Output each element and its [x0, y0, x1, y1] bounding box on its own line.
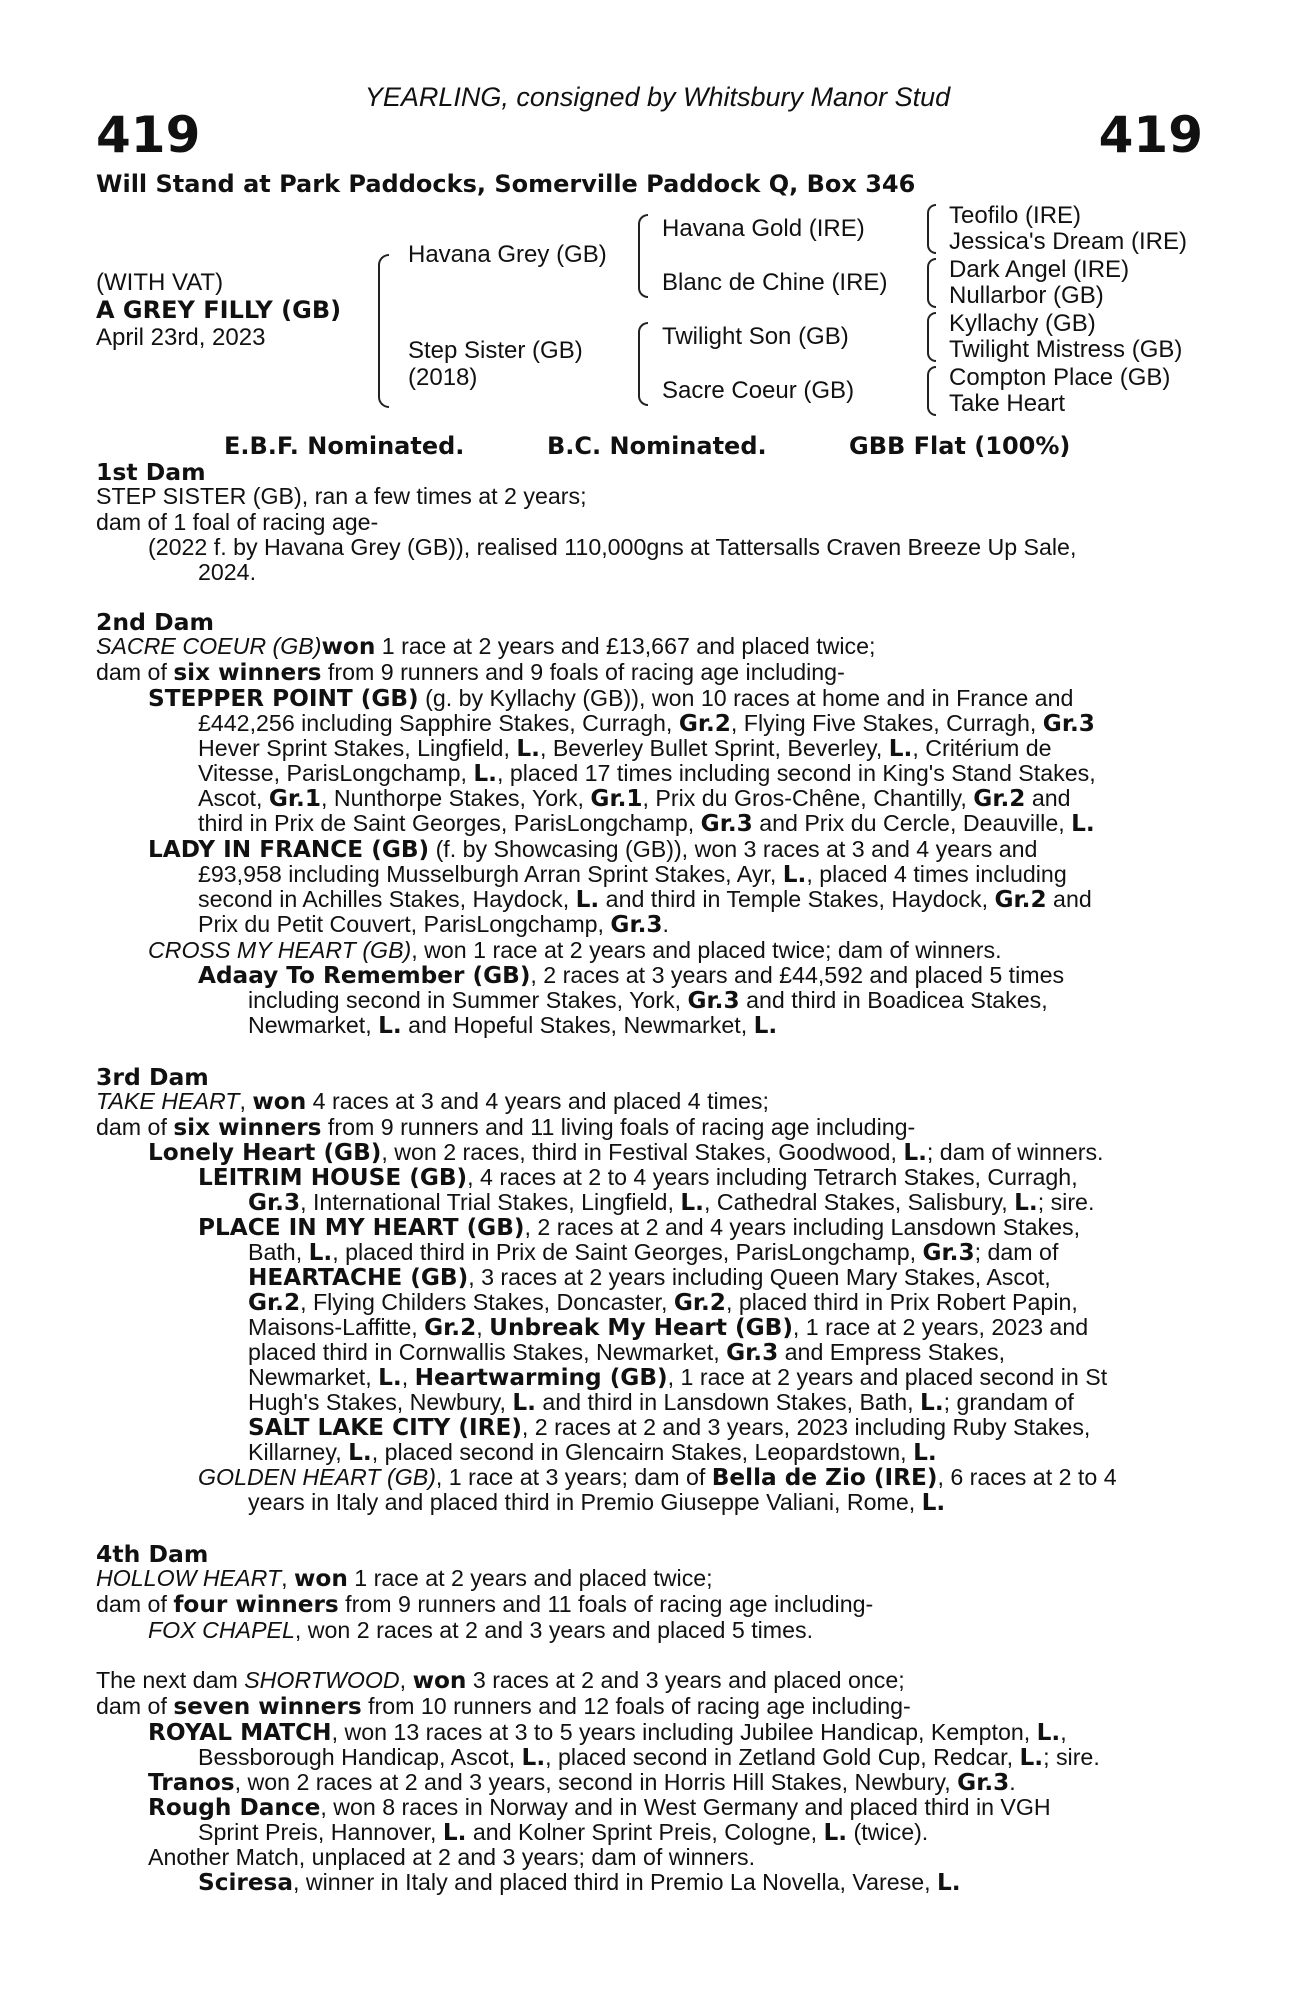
sire-brace [638, 214, 648, 298]
produce-entry: Adaay To Remember (GB), 2 races at 3 years and £44,592 and placed 5 times [198, 962, 1065, 989]
produce-entry: Bessborough Handicap, Ascot, L., placed second in Zetland Gold Cup, Redcar, L.; sire. [198, 1744, 1100, 1771]
dam-brace [638, 322, 648, 406]
produce-entry: Lonely Heart (GB), won 2 races, third in Festival Stakes, Goodwood, L.; dam of winners. [148, 1139, 1104, 1166]
stand-location: Will Stand at Park Paddocks, Somerville Paddock Q, Box 346 [96, 170, 916, 198]
g8: Take Heart [949, 390, 1066, 417]
produce-entry: Killarney, L., placed second in Glencairn Stakes, Leopardstown, L. [248, 1439, 937, 1466]
produce-entry: Sciresa, winner in Italy and placed third in Premio La Novella, Varese, L. [198, 1869, 961, 1896]
g6: Twilight Mistress (GB) [949, 336, 1183, 363]
pedigree-brace [378, 254, 389, 408]
fourth-dam-line: HOLLOW HEART, won 1 race at 2 years and placed twice; [96, 1565, 713, 1592]
g1: Teofilo (IRE) [949, 202, 1082, 229]
produce-entry: GOLDEN HEART (GB), 1 race at 3 years; dam of Bella de Zio (IRE), 6 races at 2 to 4 [198, 1464, 1117, 1491]
g-brace-3 [927, 312, 936, 362]
produce-entry: CROSS MY HEART (GB), won 1 race at 2 years and placed twice; dam of winners. [148, 937, 1002, 963]
g7: Compton Place (GB) [949, 364, 1171, 391]
produce-entry: years in Italy and placed third in Premio Giuseppe Valiani, Rome, L. [248, 1489, 946, 1516]
dam: Step Sister (GB) [408, 337, 583, 364]
dam-sire: Twilight Son (GB) [662, 323, 849, 350]
produce-entry: Prix du Petit Couvert, ParisLongchamp, Gr.3. [198, 911, 669, 938]
catalogue-subtitle: YEARLING, consigned by Whitsbury Manor Stud [364, 82, 951, 112]
fourth-dam-line: dam of four winners from 9 runners and 11 foals of racing age including- [96, 1591, 874, 1618]
first-dam-line: dam of 1 foal of racing age- [96, 509, 379, 535]
produce-entry: Another Match, unplaced at 2 and 3 years; dam of winners. [148, 1844, 756, 1870]
produce-entry: SALT LAKE CITY (IRE), 2 races at 2 and 3 years, 2023 including Ruby Stakes, [248, 1414, 1091, 1441]
g-brace-2 [927, 258, 936, 308]
second-dam-line: dam of six winners from 9 runners and 9 foals of racing age including- [96, 659, 845, 686]
first-dam-line: STEP SISTER (GB), ran a few times at 2 years; [96, 483, 587, 509]
produce-entry: including second in Summer Stakes, York, Gr.3 and third in Boadicea Stakes, [248, 987, 1048, 1014]
g-brace-1 [927, 204, 936, 254]
produce-entry: second in Achilles Stakes, Haydock, L. and third in Temple Stakes, Haydock, Gr.2 and [198, 886, 1092, 913]
produce-entry: Maisons-Laffitte, Gr.2, Unbreak My Heart (GB), 1 race at 2 years, 2023 and [248, 1314, 1089, 1341]
lot-number-left: 419 [96, 106, 201, 164]
produce-entry: Ascot, Gr.1, Nunthorpe Stakes, York, Gr.1, Prix du Gros-Chêne, Chantilly, Gr.2 and [198, 785, 1071, 812]
produce-entry: £442,256 including Sapphire Stakes, Curragh, Gr.2, Flying Five Stakes, Curragh, Gr.3 [198, 710, 1095, 737]
produce-entry: Newmarket, L., Heartwarming (GB), 1 race at 2 years and placed second in St [248, 1364, 1108, 1391]
produce-entry: STEPPER POINT (GB) (g. by Kyllachy (GB)), won 10 races at home and in France and [148, 685, 1074, 712]
fourth-dam-heading: 4th Dam [96, 1540, 209, 1568]
produce-entry: Hugh's Stakes, Newbury, L. and third in Lansdown Stakes, Bath, L.; grandam of [248, 1389, 1074, 1416]
bc-nomination: B.C. Nominated. [547, 432, 767, 460]
second-dam-heading: 2nd Dam [96, 608, 214, 636]
next-dam-line: The next dam SHORTWOOD, won 3 races at 2 and 3 years and placed once; [96, 1667, 905, 1694]
produce-entry: Rough Dance, won 8 races in Norway and in West Germany and placed third in VGH [148, 1794, 1051, 1821]
produce-entry: Hever Sprint Stakes, Lingfield, L., Beverley Bullet Sprint, Beverley, L., Critérium de [198, 735, 1052, 762]
produce-entry: FOX CHAPEL, won 2 races at 2 and 3 years and placed 5 times. [148, 1617, 814, 1643]
produce-entry: LADY IN FRANCE (GB) (f. by Showcasing (GB)), won 3 races at 3 and 4 years and [148, 836, 1038, 863]
produce-entry: placed third in Cornwallis Stakes, Newmarket, Gr.3 and Empress Stakes, [248, 1339, 1006, 1366]
third-dam-line: dam of six winners from 9 runners and 11 living foals of racing age including- [96, 1114, 916, 1141]
produce-entry: Gr.3, International Trial Stakes, Lingfield, L., Cathedral Stakes, Salisbury, L.; sire. [248, 1189, 1095, 1216]
produce-entry: ROYAL MATCH, won 13 races at 3 to 5 years including Jubilee Handicap, Kempton, L., [148, 1719, 1067, 1746]
produce-entry: Bath, L., placed third in Prix de Saint Georges, ParisLongchamp, Gr.3; dam of [248, 1239, 1059, 1266]
produce-entry: Tranos, won 2 races at 2 and 3 years, second in Horris Hill Stakes, Newbury, Gr.3. [148, 1769, 1016, 1796]
next-dam-line: dam of seven winners from 10 runners and 12 foals of racing age including- [96, 1693, 911, 1720]
produce-entry: £93,958 including Musselburgh Arran Sprint Stakes, Ayr, L., placed 4 times including [198, 861, 1067, 888]
third-dam-heading: 3rd Dam [96, 1063, 209, 1091]
dam-year: (2018) [408, 364, 478, 391]
ebf-nomination: E.B.F. Nominated. [224, 432, 465, 460]
g2: Jessica's Dream (IRE) [949, 228, 1187, 255]
vat-note: (WITH VAT) [96, 269, 224, 296]
horse-name: A GREY FILLY (GB) [96, 296, 342, 324]
first-dam-heading: 1st Dam [96, 458, 206, 486]
dam-dam: Sacre Coeur (GB) [662, 377, 855, 404]
produce-entry: Sprint Preis, Hannover, L. and Kolner Sprint Preis, Cologne, L. (twice). [198, 1819, 929, 1846]
third-dam-line: TAKE HEART, won 4 races at 3 and 4 years and placed 4 times; [96, 1088, 769, 1115]
gbb-flat: GBB Flat (100%) [849, 432, 1071, 460]
lot-number-right: 419 [1098, 106, 1203, 164]
sire: Havana Grey (GB) [408, 241, 607, 268]
produce-entry: Newmarket, L. and Hopeful Stakes, Newmarket, L. [248, 1012, 778, 1039]
g3: Dark Angel (IRE) [949, 256, 1130, 283]
g4: Nullarbor (GB) [949, 282, 1104, 309]
second-dam-line: SACRE COEUR (GB)won 1 race at 2 years and £13,667 and placed twice; [96, 633, 876, 660]
produce-entry: Vitesse, ParisLongchamp, L., placed 17 times including second in King's Stand Stakes, [198, 760, 1096, 787]
first-dam-line: (2022 f. by Havana Grey (GB)), realised 110,000gns at Tattersalls Craven Breeze Up Sale, [148, 534, 1077, 560]
g-brace-4 [927, 366, 936, 416]
sire-dam: Blanc de Chine (IRE) [662, 269, 888, 296]
first-dam-line: 2024. [198, 559, 257, 585]
sire-sire: Havana Gold (IRE) [662, 215, 865, 242]
g5: Kyllachy (GB) [949, 310, 1096, 337]
horse-dob: April 23rd, 2023 [96, 324, 266, 351]
produce-entry: HEARTACHE (GB), 3 races at 2 years including Queen Mary Stakes, Ascot, [248, 1264, 1051, 1291]
produce-entry: Gr.2, Flying Childers Stakes, Doncaster, Gr.2, placed third in Prix Robert Papin, [248, 1289, 1078, 1316]
produce-entry: PLACE IN MY HEART (GB), 2 races at 2 and 4 years including Lansdown Stakes, [198, 1214, 1081, 1241]
produce-entry: LEITRIM HOUSE (GB), 4 races at 2 to 4 years including Tetrarch Stakes, Curragh, [198, 1164, 1078, 1191]
produce-entry: third in Prix de Saint Georges, ParisLongchamp, Gr.3 and Prix du Cercle, Deauville, L. [198, 810, 1095, 837]
